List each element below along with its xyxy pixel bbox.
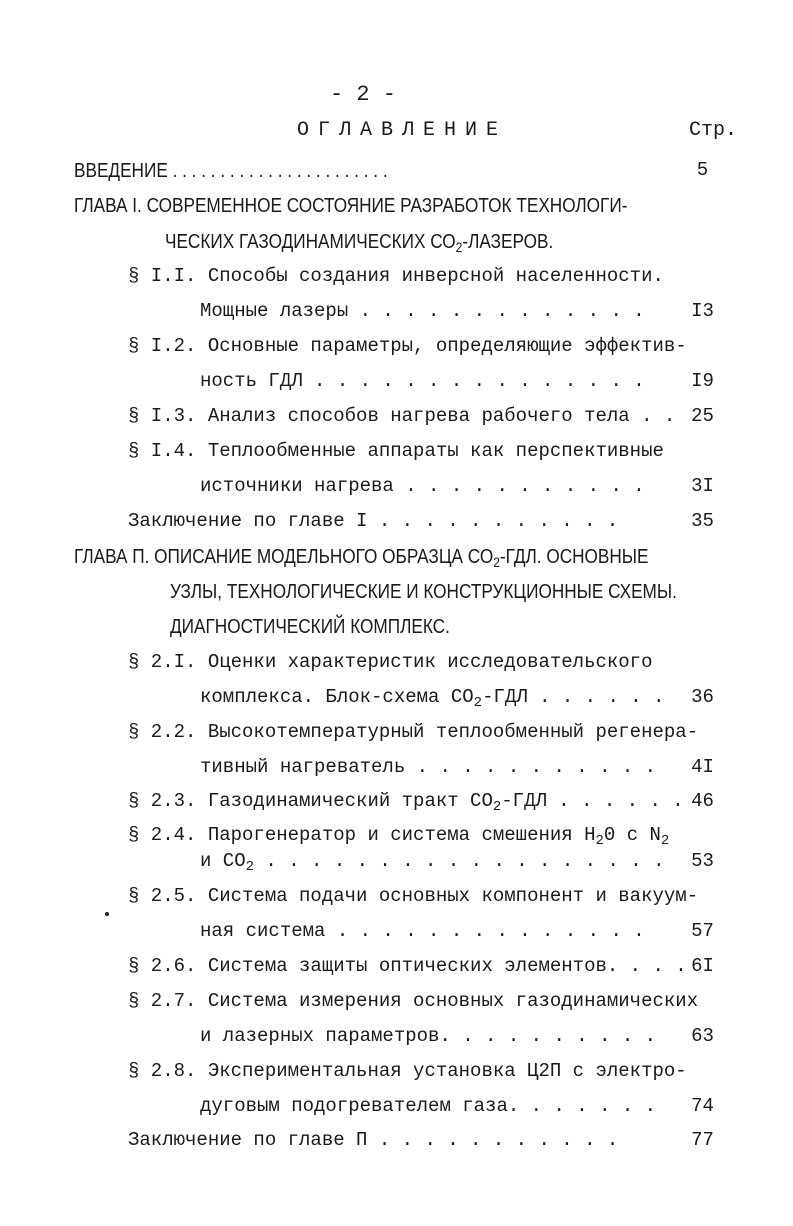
toc-section-1-1[interactable]: § I.I. Способы создания инверсной населенности.: [128, 265, 664, 287]
toc-page-1-1: I3: [691, 300, 714, 322]
text-part: § 2.4. Парогенератор и система смешения Н: [128, 824, 596, 846]
text-part: ЧЕСКИХ ГАЗОДИНАМИЧЕСКИХ СО: [165, 231, 456, 253]
toc-page-1-4: 3I: [691, 475, 714, 497]
toc-section-1-1-cont[interactable]: Мощные лазеры . . . . . . . . . . . . .: [200, 300, 645, 322]
subscript: 2: [455, 239, 463, 255]
toc-chapter-2-title-cont2[interactable]: ДИАГНОСТИЧЕСКИЙ КОМПЛЕКС.: [170, 616, 450, 638]
page-column-label: Стр.: [689, 119, 738, 142]
toc-conclusion-2[interactable]: Заключение по главе П . . . . . . . . . . .: [128, 1129, 619, 1151]
text-part: ГЛАВА П. ОПИСАНИЕ МОДЕЛЬНОГО ОБРАЗЦА СО: [74, 546, 494, 568]
toc-section-1-4[interactable]: § I.4. Теплообменные аппараты как перспективные: [128, 440, 664, 462]
text-part: . . . . . . . . . . . . . . . . . .: [254, 850, 665, 872]
toc-section-2-7-cont[interactable]: и лазерных параметров. . . . . . . . . .: [200, 1025, 657, 1047]
toc-page-1-3: 25: [691, 405, 714, 427]
text-part: и СО: [200, 850, 246, 872]
text-part: § 2.3. Газодинамический тракт СО: [128, 790, 493, 812]
toc-section-2-3[interactable]: [128, 790, 684, 815]
toc-page-2-6: 6I: [691, 955, 714, 977]
toc-chapter-1-title-cont[interactable]: [165, 231, 554, 255]
ink-speck: [105, 912, 109, 916]
text-part: -ГДЛ. ОСНОВНЫЕ: [499, 546, 649, 568]
subscript: 2: [660, 833, 670, 849]
text-part: -ГДЛ . . . . . .: [482, 686, 665, 708]
toc-section-2-4-cont[interactable]: [200, 850, 665, 875]
text-part: комплекса. Блок-схема СО: [200, 686, 474, 708]
subscript: 2: [492, 799, 502, 815]
toc-page-2-5: 57: [691, 920, 714, 942]
toc-page-conclusion-2: 77: [691, 1129, 714, 1151]
subscript: 2: [245, 859, 255, 875]
toc-chapter-2-title[interactable]: [74, 546, 649, 570]
toc-section-1-2-cont[interactable]: ность ГДЛ . . . . . . . . . . . . . . .: [200, 370, 645, 392]
toc-section-2-8[interactable]: § 2.8. Экспериментальная установка Ц2П с электро-: [128, 1060, 687, 1082]
subscript: 2: [493, 554, 500, 570]
toc-section-1-3[interactable]: § I.3. Анализ способов нагрева рабочего тела . .: [128, 405, 676, 427]
toc-page-2-3: 46: [691, 790, 714, 812]
toc-section-2-6[interactable]: § 2.6. Система защиты оптических элементов. . . .: [128, 955, 687, 977]
page-number: - 2 -: [330, 82, 397, 107]
toc-section-2-4[interactable]: [128, 824, 670, 849]
text-part: -ЛАЗЕРОВ.: [462, 231, 554, 253]
toc-section-2-5-cont[interactable]: ная система . . . . . . . . . . . . . .: [200, 920, 645, 942]
toc-page-1-2: I9: [691, 370, 714, 392]
toc-section-2-2-cont[interactable]: тивный нагреватель . . . . . . . . . . .: [200, 756, 657, 778]
text-part: 0 с N: [603, 824, 661, 846]
toc-section-2-8-cont[interactable]: дуговым подогревателем газа. . . . . . .: [200, 1095, 657, 1117]
toc-section-1-4-cont[interactable]: источники нагрева . . . . . . . . . . .: [200, 475, 645, 497]
toc-page-2-4: 53: [691, 850, 714, 872]
toc-page-2-8: 74: [691, 1095, 714, 1117]
toc-page-2-2: 4I: [691, 756, 714, 778]
toc-section-2-1-cont[interactable]: [200, 686, 665, 711]
subscript: 2: [473, 695, 483, 711]
toc-entry-introduction[interactable]: ВВЕДЕНИЕ . . . . . . . . . . . . . . . . . . . . . . .: [74, 160, 388, 182]
toc-section-2-5[interactable]: § 2.5. Система подачи основных компонент и вакуум-: [128, 885, 699, 907]
toc-chapter-2-title-cont[interactable]: УЗЛЫ, ТЕХНОЛОГИЧЕСКИЕ И КОНСТРУКЦИОННЫЕ СХЕМЫ.: [170, 581, 677, 603]
text-part: -ГДЛ . . . . . .: [501, 790, 684, 812]
toc-conclusion-1[interactable]: Заключение по главе I . . . . . . . . . . .: [128, 510, 619, 532]
document-title: ОГЛАВЛЕНИЕ: [297, 119, 508, 142]
toc-page-2-7: 63: [691, 1025, 714, 1047]
toc-chapter-1-title[interactable]: ГЛАВА I. СОВРЕМЕННОЕ СОСТОЯНИЕ РАЗРАБОТОК ТЕХНОЛОГИ-: [74, 195, 628, 217]
toc-section-2-2[interactable]: § 2.2. Высокотемпературный теплообменный регенера-: [128, 721, 699, 743]
toc-section-1-2[interactable]: § I.2. Основные параметры, определяющие эффектив-: [128, 335, 687, 357]
subscript: 2: [595, 833, 604, 849]
toc-section-2-1[interactable]: § 2.I. Оценки характеристик исследовательского: [128, 651, 653, 673]
toc-page-conclusion-1: 35: [691, 510, 714, 532]
toc-page-introduction: 5: [696, 159, 709, 181]
toc-page-2-1: 36: [691, 686, 714, 708]
toc-section-2-7[interactable]: § 2.7. Система измерения основных газодинамических: [128, 990, 699, 1012]
